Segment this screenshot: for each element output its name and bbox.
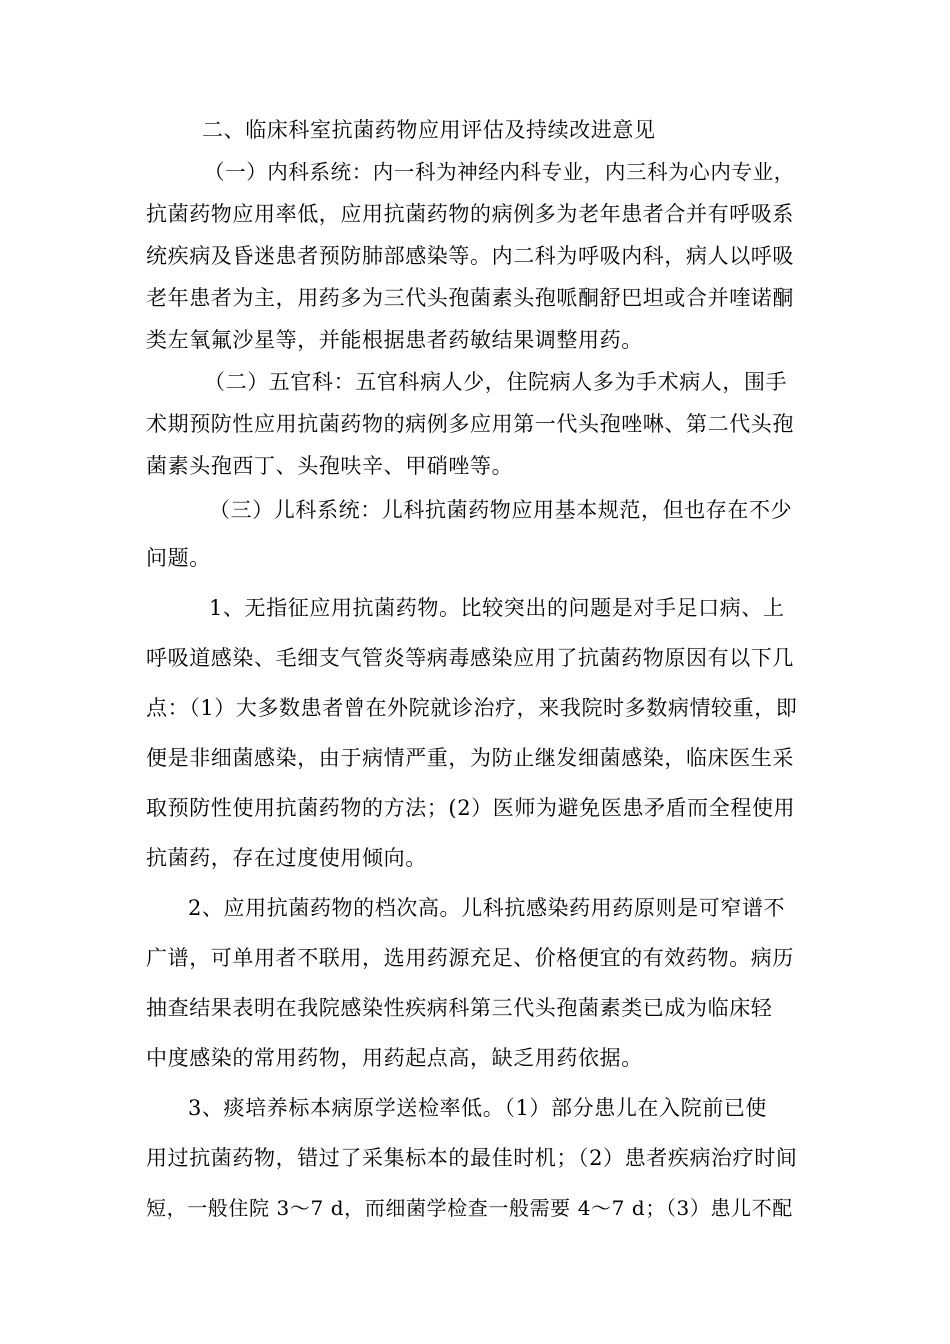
text-line: （二）五官科：五官科病人少，住院病人多为手术病人，围手	[204, 370, 788, 394]
text-line: 抗菌药，存在过度使用倾向。	[146, 846, 427, 870]
text-line: 点：（1）大多数患者曾在外院就诊治疗，来我院时多数病情较重，即	[146, 696, 798, 720]
text-line: 统疾病及昏迷患者预防肺部感染等。内二科为呼吸内科，病人以呼吸	[146, 244, 794, 268]
text-line: 菌素头孢西丁、头孢呋辛、甲硝唑等。	[146, 454, 514, 478]
text-line: 2、应用抗菌药物的档次高。儿科抗感染药用药原则是可窄谱不	[188, 896, 786, 920]
text-line: 老年患者为主，用药多为三代头孢菌素头孢哌酮舒巴坦或合并喹诺酮	[146, 286, 794, 310]
text-line: 中度感染的常用药物，用药起点高，缺乏用药依据。	[146, 1046, 643, 1070]
text-line: 1、无指征应用抗菌药物。比较突出的问题是对手足口病、上	[209, 596, 785, 620]
text-line: 呼吸道感染、毛细支气管炎等病毒感染应用了抗菌药物原因有以下几	[146, 646, 794, 670]
text-line: 便是非细菌感染，由于病情严重，为防止继发细菌感染，临床医生采	[146, 746, 794, 770]
text-line: 广谱，可单用者不联用，选用药源充足、价格便宜的有效药物。病历	[146, 946, 794, 970]
section-heading: 二、临床科室抗菌药物应用评估及持续改进意见	[202, 118, 656, 142]
text-line: 抗菌药物应用率低，应用抗菌药物的病例多为老年患者合并有呼吸系	[146, 202, 794, 226]
text-line: 类左氧氟沙星等，并能根据患者药敏结果调整用药。	[146, 328, 643, 352]
text-line: 问题。	[146, 546, 211, 570]
text-line: 短，一般住院 3～7 d，而细菌学检查一般需要 4～7 d；（3）患儿不配	[146, 1196, 793, 1220]
text-line: 取预防性使用抗菌药物的方法；(2）医师为避免医患矛盾而全程使用	[146, 796, 796, 820]
text-line: 用过抗菌药物，错过了采集标本的最佳时机；（2）患者疾病治疗时间	[146, 1146, 798, 1170]
text-line: （三）儿科系统：儿科抗菌药物应用基本规范，但也存在不少	[209, 498, 793, 522]
text-line: 术期预防性应用抗菌药物的病例多应用第一代头孢唑啉、第二代头孢	[146, 412, 794, 436]
text-line: 抽查结果表明在我院感染性疾病科第三代头孢菌素类已成为临床轻	[146, 996, 773, 1020]
text-line: （一）内科系统：内一科为神经内科专业，内三科为心内专业，	[204, 160, 795, 184]
text-line: 3、痰培养标本病原学送检率低。（1）部分患儿在入院前已使	[188, 1096, 768, 1120]
